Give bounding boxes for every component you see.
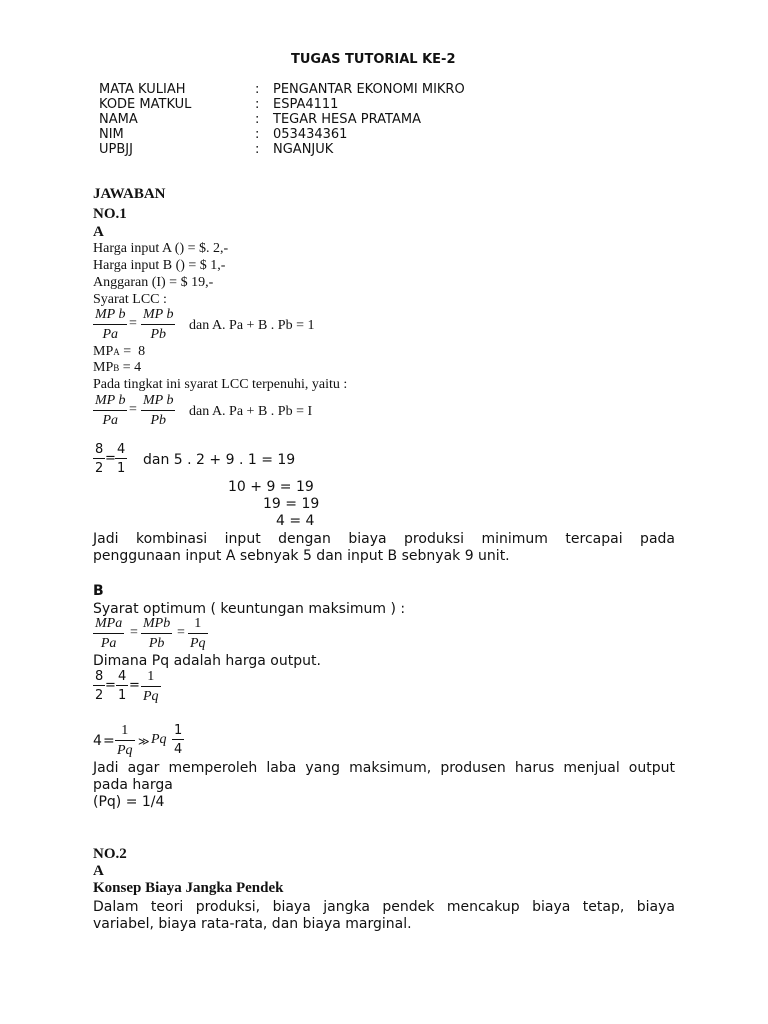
fraction-4-1: $\frac{4}{1}$ — [118, 669, 127, 703]
jawaban-heading: JAWABAN — [93, 186, 166, 202]
pq-symbol: Pq — [151, 732, 167, 747]
fraction-1-pq: $\frac{1}{Pq}$ — [190, 616, 206, 651]
given-line: Harga input B () = $ 1,- — [93, 258, 226, 273]
header-label-mata-kuliah: MATA KULIAH — [99, 82, 186, 97]
budget-condition: dan A. Pa + B . Pb = I — [189, 404, 313, 419]
header-sep: : — [255, 82, 260, 97]
document-title: TUGAS TUTORIAL KE-2 — [291, 52, 456, 67]
four-value: 4 — [93, 733, 102, 749]
no2-a-heading: A — [93, 863, 104, 879]
conclusion-b-line: pada harga — [93, 777, 173, 793]
equals-sign: = — [129, 678, 140, 693]
header-label-nim: NIM — [99, 127, 124, 142]
mpa-value: MPA = 8 — [93, 344, 146, 359]
header-value-upbjj: NGANJUK — [273, 142, 334, 157]
optimum-condition: Syarat optimum ( keuntungan maksimum ) : — [93, 601, 406, 617]
fraction-mpb-pb: $\frac{\text{MP b}}{Pb}$ — [143, 307, 174, 342]
fraction-1-pq: $\frac{1}{Pq}$ — [117, 723, 133, 758]
conclusion-b-line: Jadi agar memperoleh laba yang maksimum, produsen harus menjual output — [93, 760, 675, 776]
fraction-mpb-pb: MPb Pb — [143, 616, 171, 651]
fraction-4-1: $\frac{4}{1}$ — [117, 442, 126, 476]
conclusion-a-line: penggunaan input A sebnyak 5 dan input B sebnyak 9 unit. — [93, 548, 510, 564]
fraction-mpb-pa: $\frac{\text{MP b}}{Pa}$ — [95, 393, 126, 428]
no1-a-heading: A — [93, 224, 104, 240]
conclusion-b-line: (Pq) = 1/4 — [93, 794, 165, 810]
lcc-statement: Pada tingkat ini syarat LCC terpenuhi, yaitu : — [93, 377, 348, 392]
conclusion-a-line: Jadi kombinasi input dengan biaya produksi minimum tercapai pada — [93, 531, 675, 547]
header-sep: : — [255, 127, 260, 142]
equals-sign: = — [129, 402, 137, 417]
fraction-1-pq: $\frac{1}{Pq}$ — [143, 669, 159, 704]
no1-heading: NO.1 — [93, 206, 127, 222]
header-value-nama: TEGAR HESA PRATAMA — [273, 112, 421, 127]
no2-subheading: Konsep Biaya Jangka Pendek — [93, 880, 284, 896]
header-value-kode-matkul: ESPA4111 — [273, 97, 339, 112]
mpb-value: MPB = 4 — [93, 360, 142, 375]
header-label-kode-matkul: KODE MATKUL — [99, 97, 192, 112]
given-line: Anggaran (I) = $ 19,- — [93, 275, 214, 290]
lcc-condition: dan A. Pa + B . Pb = 1 — [189, 318, 315, 333]
equals-sign: = — [130, 625, 138, 640]
header-value-nim: 053434361 — [273, 127, 348, 142]
given-line: Syarat LCC : — [93, 292, 167, 307]
implies-arrow: ≫ — [138, 736, 150, 748]
equals-sign: = — [105, 678, 116, 693]
no2-paragraph-line: variabel, biaya rata-rata, dan biaya marginal. — [93, 916, 412, 932]
fraction-mpa-pa: MPa Pa — [95, 616, 123, 651]
dimana-text: Dimana Pq adalah harga output. — [93, 653, 321, 669]
header-sep: : — [255, 97, 260, 112]
header-value-mata-kuliah: PENGANTAR EKONOMI MIKRO — [273, 82, 465, 97]
calc-line: dan 5 . 2 + 9 . 1 = 19 — [143, 452, 296, 468]
calc-line: 10 + 9 = 19 — [228, 479, 314, 495]
calc-line: 4 = 4 — [276, 513, 315, 529]
equals-sign: = — [103, 733, 115, 749]
fraction-mpb-pa: $\frac{\text{MP b}}{Pa}$ — [95, 307, 126, 342]
no1-b-heading: B — [93, 583, 104, 599]
calc-line: 19 = 19 — [263, 496, 320, 512]
equals-sign: = — [105, 451, 116, 466]
header-sep: : — [255, 112, 260, 127]
header-label-nama: NAMA — [99, 112, 138, 127]
equals-sign: = — [129, 316, 137, 331]
header-sep: : — [255, 142, 260, 157]
no2-heading: NO.2 — [93, 846, 127, 862]
no2-paragraph-line: Dalam teori produksi, biaya jangka pendek mencakup biaya tetap, biaya — [93, 899, 675, 915]
given-line: Harga input A () = $. 2,- — [93, 241, 229, 256]
fraction-1-4: $\frac{1}{4}$ — [174, 723, 183, 757]
fraction-8-2: $\frac{8}{2}$ — [95, 442, 104, 476]
header-label-upbjj: UPBJJ — [99, 142, 133, 157]
fraction-8-2: $\frac{8}{2}$ — [95, 669, 104, 703]
fraction-mpb-pb: $\frac{\text{MP b}}{Pb}$ — [143, 393, 174, 428]
equals-sign: = — [177, 625, 185, 640]
